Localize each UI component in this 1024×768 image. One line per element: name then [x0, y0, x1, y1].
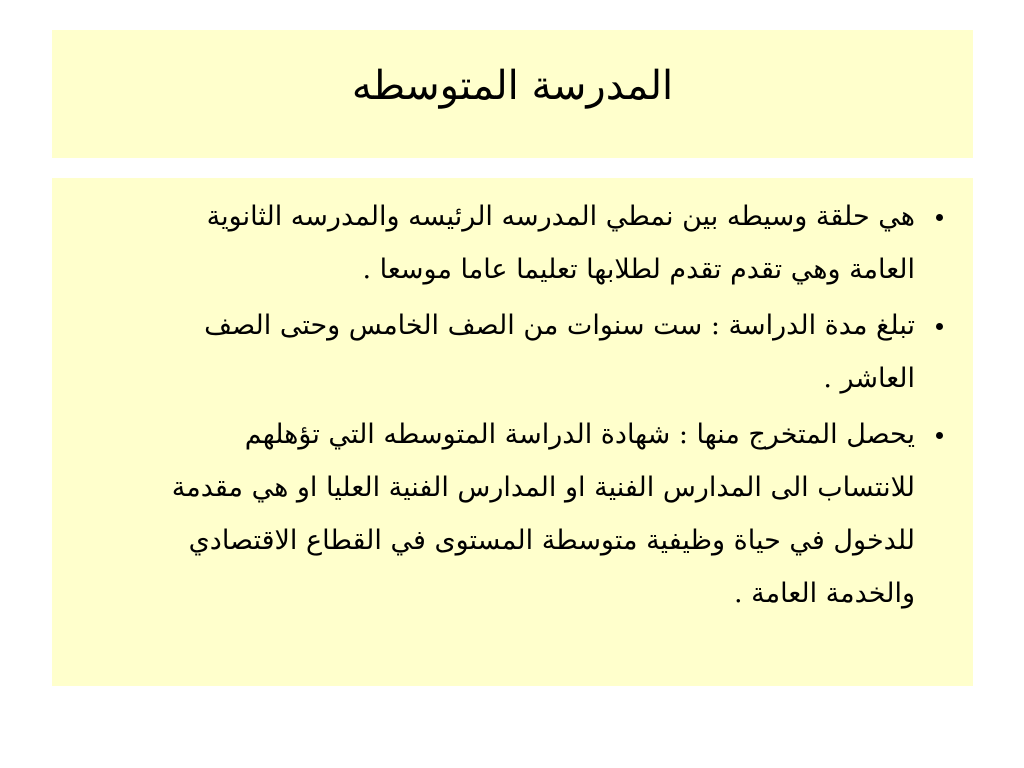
bullet-line: العامة وهي تقدم تقدم لطلابها تعليما عاما موسعا . — [362, 254, 915, 285]
bullet-line: تبلغ مدة الدراسة : ست سنوات من الصف الخامس وحتى الصف — [204, 310, 915, 341]
bullet-item — [133, 408, 943, 620]
bullet-line: للانتساب الى المدارس الفنية او المدارس الفنية العليا او هي مقدمة — [171, 472, 915, 503]
bullet-line: يحصل المتخرج منها : شهادة الدراسة المتوسطه التي تؤهلهم — [244, 419, 915, 450]
bullet-line: للدخول في حياة وظيفية متوسطة المستوى في القطاع الاقتصادي — [188, 525, 915, 556]
bullet-line: هي حلقة وسيطه بين نمطي المدرسه الرئيسه والمدرسه الثانوية — [206, 201, 915, 232]
bullet-line: والخدمة العامة . — [734, 578, 915, 609]
content-box — [52, 178, 973, 686]
bullet-list — [133, 190, 943, 623]
slide-title: المدرسة المتوسطه — [351, 63, 674, 109]
bullet-dot-icon — [936, 323, 943, 330]
bullet-dot-icon — [936, 214, 943, 221]
bullet-line: العاشر . — [823, 363, 915, 394]
bullet-dot-icon — [936, 432, 943, 439]
bullet-item — [133, 190, 943, 296]
bullet-item — [133, 299, 943, 405]
title-box — [52, 30, 973, 158]
